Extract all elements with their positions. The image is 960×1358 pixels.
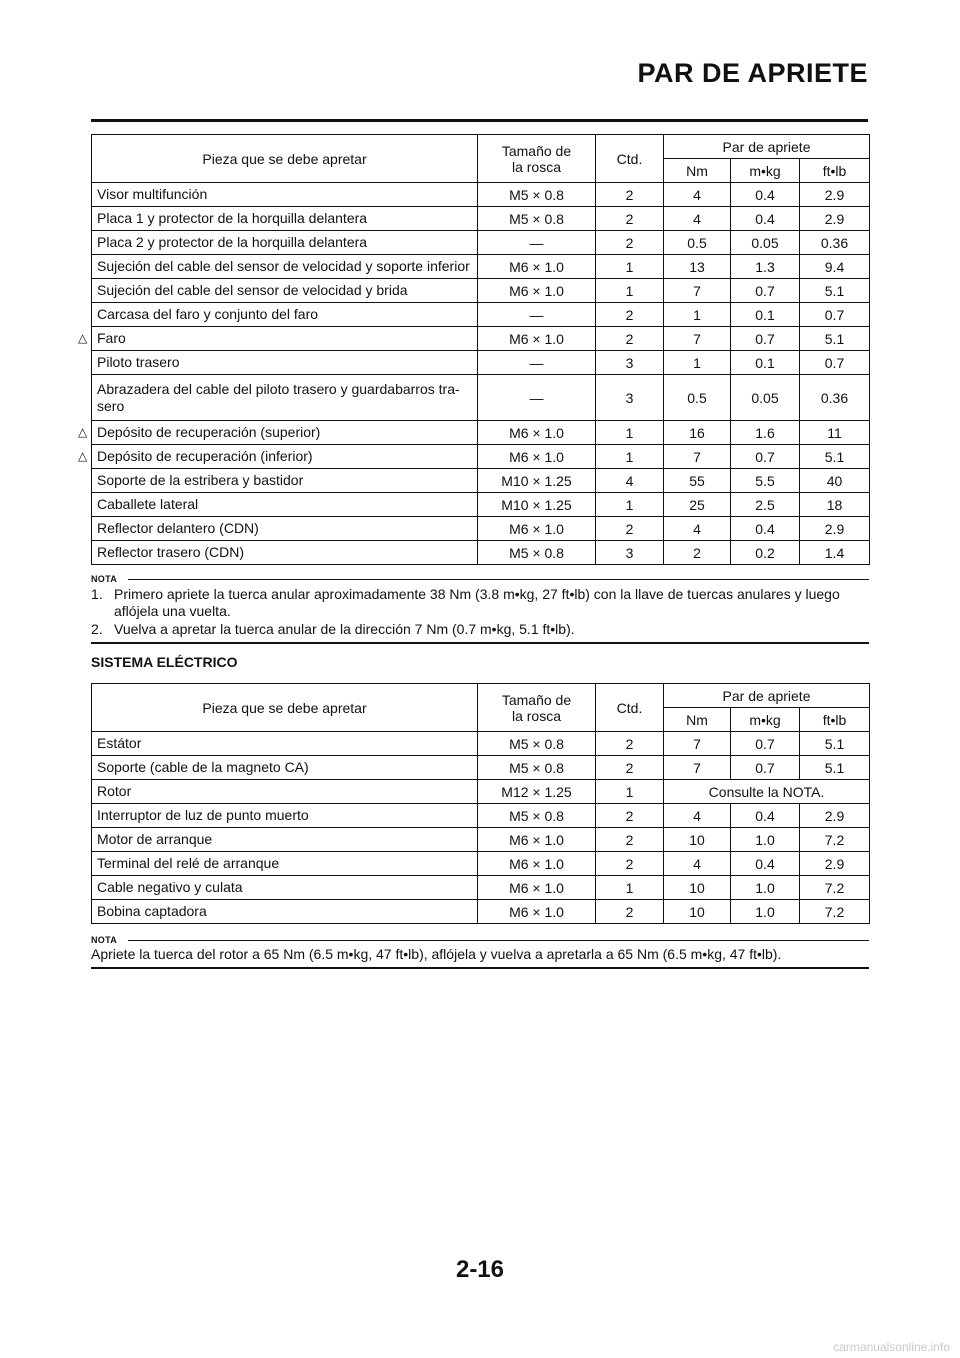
cell-ftlb: 2.9 [800, 517, 870, 541]
cell-part: Bobina captadora [92, 900, 478, 924]
cell-ftlb: 5.1 [800, 327, 870, 351]
cell-qty: 3 [596, 375, 664, 421]
cell-nm: 7 [664, 279, 731, 303]
cell-nm: 4 [664, 207, 731, 231]
cell-thread: M10 × 1.25 [478, 469, 596, 493]
cell-nm: 0.5 [664, 375, 731, 421]
table-row [92, 445, 870, 469]
cell-thread: — [478, 375, 596, 421]
cell-ftlb: 7.2 [800, 876, 870, 900]
cell-qty: 2 [596, 183, 664, 207]
cell-qty: 2 [596, 327, 664, 351]
cell-nm: 4 [664, 517, 731, 541]
cell-part: Soporte de la estribera y bastidor [92, 469, 478, 493]
cell-mkg: 0.05 [731, 231, 800, 255]
cell-ftlb: 5.1 [800, 445, 870, 469]
cell-qty: 2 [596, 852, 664, 876]
header-mkg: m•kg [731, 708, 800, 732]
table-row [92, 351, 870, 375]
cell-nm: 25 [664, 493, 731, 517]
cell-torque-merged: Consulte la NOTA. [664, 780, 870, 804]
cell-mkg: 0.4 [731, 183, 800, 207]
header-thread: Tamaño de la rosca [478, 684, 596, 732]
cell-qty: 2 [596, 231, 664, 255]
cell-mkg: 1.3 [731, 255, 800, 279]
table-row [92, 279, 870, 303]
cell-ftlb: 18 [800, 493, 870, 517]
cell-thread: — [478, 231, 596, 255]
cell-part: Rotor [92, 780, 478, 804]
cell-nm: 10 [664, 876, 731, 900]
cell-part: Sujeción del cable del sensor de velocidad y brida [92, 279, 478, 303]
table-row [92, 183, 870, 207]
cell-mkg: 0.4 [731, 852, 800, 876]
cell-nm: 4 [664, 804, 731, 828]
cell-nm: 7 [664, 445, 731, 469]
warning-triangle-icon: △ [78, 449, 88, 463]
table-row [92, 207, 870, 231]
cell-thread: M5 × 0.8 [478, 207, 596, 231]
cell-nm: 10 [664, 900, 731, 924]
cell-mkg: 1.6 [731, 421, 800, 445]
warning-triangle-icon: △ [78, 425, 88, 439]
note1-label: NOTA [91, 574, 118, 584]
cell-part: Visor multifunción [92, 183, 478, 207]
header-thread: Tamaño de la rosca [478, 135, 596, 183]
cell-qty: 2 [596, 828, 664, 852]
cell-thread: M6 × 1.0 [478, 255, 596, 279]
cell-mkg: 0.7 [731, 279, 800, 303]
torque-table-chassis [91, 134, 870, 565]
cell-part: Carcasa del faro y conjunto del faro [92, 303, 478, 327]
cell-ftlb: 1.4 [800, 541, 870, 565]
cell-nm: 1 [664, 303, 731, 327]
cell-mkg: 0.7 [731, 756, 800, 780]
cell-thread: M6 × 1.0 [478, 421, 596, 445]
cell-mkg: 0.1 [731, 303, 800, 327]
cell-qty: 1 [596, 445, 664, 469]
warning-triangle-icon: △ [78, 331, 88, 345]
note1-rule [128, 579, 869, 580]
cell-nm: 16 [664, 421, 731, 445]
cell-thread: M5 × 0.8 [478, 541, 596, 565]
note2-text: Apriete la tuerca del rotor a 65 Nm (6.5 m•kg, 47 ft•lb), aflójela y vuelva a apretarla a 65 Nm (6.5 m•kg, 47 ft•lb). [91, 946, 782, 962]
cell-part: Sujeción del cable del sensor de velocidad y soporte inferior [92, 255, 478, 279]
note2-label: NOTA [91, 935, 118, 945]
cell-mkg: 1.0 [731, 876, 800, 900]
cell-part: Interruptor de luz de punto muerto [92, 804, 478, 828]
cell-thread: M6 × 1.0 [478, 828, 596, 852]
cell-mkg: 0.4 [731, 517, 800, 541]
cell-ftlb: 40 [800, 469, 870, 493]
cell-part: Abrazadera del cable del piloto trasero y guardabarros tra- sero [92, 375, 478, 421]
cell-qty: 1 [596, 876, 664, 900]
header-qty: Ctd. [596, 135, 664, 183]
cell-part: Placa 1 y protector de la horquilla delantera [92, 207, 478, 231]
table-row [92, 327, 870, 351]
cell-mkg: 0.05 [731, 375, 800, 421]
cell-qty: 1 [596, 421, 664, 445]
table-row [92, 541, 870, 565]
cell-mkg: 0.7 [731, 732, 800, 756]
watermark: carmanualsonline.info [833, 1340, 950, 1354]
cell-part: Piloto trasero [92, 351, 478, 375]
torque-table-electrical [91, 683, 870, 924]
cell-part: Faro [92, 327, 478, 351]
cell-qty: 1 [596, 493, 664, 517]
cell-ftlb: 7.2 [800, 900, 870, 924]
note1-end-rule [91, 642, 869, 644]
cell-ftlb: 0.7 [800, 303, 870, 327]
cell-nm: 2 [664, 541, 731, 565]
cell-ftlb: 2.9 [800, 852, 870, 876]
cell-part: Estátor [92, 732, 478, 756]
header-nm: Nm [664, 159, 731, 183]
cell-thread: — [478, 303, 596, 327]
cell-mkg: 2.5 [731, 493, 800, 517]
table-row [92, 756, 870, 780]
table-row [92, 231, 870, 255]
title-rule [91, 119, 868, 122]
table-row [92, 900, 870, 924]
table-row [92, 255, 870, 279]
cell-part: Cable negativo y culata [92, 876, 478, 900]
cell-part: Depósito de recuperación (inferior) [92, 445, 478, 469]
note1-item-1-text: Primero apriete la tuerca anular aproximadamente 38 Nm (3.8 m•kg, 27 ft•lb) con la llave de tuercas anulares y luego aflójela una vuelta. [114, 586, 840, 619]
cell-qty: 2 [596, 804, 664, 828]
cell-mkg: 0.4 [731, 804, 800, 828]
header-nm: Nm [664, 708, 731, 732]
table-row [92, 469, 870, 493]
cell-ftlb: 7.2 [800, 828, 870, 852]
table-row [92, 828, 870, 852]
cell-part: Motor de arranque [92, 828, 478, 852]
header-qty: Ctd. [596, 684, 664, 732]
header-part: Pieza que se debe apretar [92, 135, 478, 183]
cell-part: Depósito de recuperación (superior) [92, 421, 478, 445]
note1-item-2-number: 2. [91, 621, 103, 637]
cell-thread: M5 × 0.8 [478, 756, 596, 780]
cell-part: Reflector delantero (CDN) [92, 517, 478, 541]
table-row [92, 517, 870, 541]
table-row [92, 421, 870, 445]
cell-nm: 4 [664, 183, 731, 207]
cell-thread: M6 × 1.0 [478, 876, 596, 900]
note1-item-2 [91, 621, 869, 638]
cell-ftlb: 5.1 [800, 732, 870, 756]
cell-mkg: 5.5 [731, 469, 800, 493]
cell-thread: M5 × 0.8 [478, 804, 596, 828]
cell-thread: M6 × 1.0 [478, 279, 596, 303]
cell-mkg: 0.7 [731, 445, 800, 469]
note2-rule [128, 940, 869, 941]
cell-ftlb: 2.9 [800, 804, 870, 828]
cell-qty: 2 [596, 732, 664, 756]
cell-ftlb: 0.7 [800, 351, 870, 375]
table-row [92, 852, 870, 876]
page-number: 2-16 [455, 1256, 505, 1283]
cell-part: Soporte (cable de la magneto CA) [92, 756, 478, 780]
header-mkg: m•kg [731, 159, 800, 183]
cell-nm: 10 [664, 828, 731, 852]
header-torque: Par de apriete [664, 684, 870, 708]
table-row [92, 303, 870, 327]
table-row [92, 780, 870, 804]
cell-ftlb: 2.9 [800, 207, 870, 231]
cell-nm: 7 [664, 756, 731, 780]
cell-ftlb: 0.36 [800, 375, 870, 421]
cell-nm: 7 [664, 732, 731, 756]
cell-qty: 3 [596, 351, 664, 375]
table-row [92, 732, 870, 756]
cell-qty: 2 [596, 756, 664, 780]
cell-qty: 2 [596, 207, 664, 231]
note1-item-1 [91, 586, 869, 620]
note1-item-1-number: 1. [91, 586, 103, 602]
cell-ftlb: 9.4 [800, 255, 870, 279]
header-torque: Par de apriete [664, 135, 870, 159]
cell-thread: M6 × 1.0 [478, 445, 596, 469]
cell-mkg: 0.1 [731, 351, 800, 375]
cell-qty: 3 [596, 541, 664, 565]
cell-nm: 1 [664, 351, 731, 375]
cell-thread: — [478, 351, 596, 375]
cell-nm: 0.5 [664, 231, 731, 255]
cell-part: Placa 2 y protector de la horquilla delantera [92, 231, 478, 255]
cell-nm: 4 [664, 852, 731, 876]
page-title: PAR DE APRIETE [637, 58, 868, 88]
cell-qty: 1 [596, 780, 664, 804]
cell-ftlb: 5.1 [800, 279, 870, 303]
cell-thread: M6 × 1.0 [478, 852, 596, 876]
cell-ftlb: 5.1 [800, 756, 870, 780]
cell-part: Terminal del relé de arranque [92, 852, 478, 876]
cell-qty: 2 [596, 900, 664, 924]
header-part: Pieza que se debe apretar [92, 684, 478, 732]
cell-nm: 7 [664, 327, 731, 351]
cell-mkg: 0.2 [731, 541, 800, 565]
header-ftlb: ft•lb [800, 159, 870, 183]
cell-thread: M5 × 0.8 [478, 183, 596, 207]
cell-nm: 13 [664, 255, 731, 279]
cell-qty: 2 [596, 517, 664, 541]
cell-mkg: 1.0 [731, 900, 800, 924]
cell-qty: 2 [596, 303, 664, 327]
table-row [92, 804, 870, 828]
note1-item-2-text: Vuelva a apretar la tuerca anular de la dirección 7 Nm (0.7 m•kg, 5.1 ft•lb). [114, 621, 575, 637]
cell-thread: M10 × 1.25 [478, 493, 596, 517]
note2-end-rule [91, 967, 869, 969]
cell-qty: 1 [596, 279, 664, 303]
cell-thread: M12 × 1.25 [478, 780, 596, 804]
cell-thread: M6 × 1.0 [478, 327, 596, 351]
cell-part: Reflector trasero (CDN) [92, 541, 478, 565]
table-row [92, 493, 870, 517]
cell-thread: M5 × 0.8 [478, 732, 596, 756]
cell-mkg: 0.4 [731, 207, 800, 231]
cell-ftlb: 0.36 [800, 231, 870, 255]
cell-thread: M6 × 1.0 [478, 517, 596, 541]
cell-nm: 55 [664, 469, 731, 493]
cell-thread: M6 × 1.0 [478, 900, 596, 924]
cell-qty: 1 [596, 255, 664, 279]
cell-ftlb: 11 [800, 421, 870, 445]
section-heading-electrical: SISTEMA ELÉCTRICO [91, 654, 238, 670]
header-ftlb: ft•lb [800, 708, 870, 732]
table-row [92, 375, 870, 421]
cell-part: Caballete lateral [92, 493, 478, 517]
cell-qty: 4 [596, 469, 664, 493]
cell-mkg: 0.7 [731, 327, 800, 351]
table-row [92, 876, 870, 900]
cell-ftlb: 2.9 [800, 183, 870, 207]
cell-mkg: 1.0 [731, 828, 800, 852]
